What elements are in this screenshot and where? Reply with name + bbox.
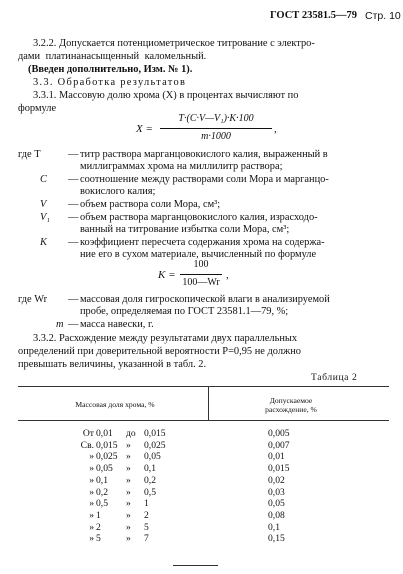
paragraph-332-line1: 3.3.2. Расхождение между результатами двух параллельных: [33, 333, 298, 344]
formula-x-lhs: X =: [136, 123, 153, 135]
definition-k-line1: коэффициент пересчета содержания хрома на содержа-: [80, 237, 325, 248]
definition-wr-line1: массовая доля гигроскопической влаги в анализируемой: [80, 294, 330, 305]
formula-x-fraction-bar: [160, 128, 272, 129]
definition-k-symbol: K: [40, 237, 47, 248]
definition-v1-line2: ванный на титрование избытка соли Мора, см³;: [80, 224, 290, 235]
definition-t-line2: миллиграммах хрома на миллилитр раствора;: [80, 161, 283, 172]
definition-t-symbol: где T: [18, 149, 41, 160]
page-header-standard: ГОСТ 23581.5—79: [270, 10, 358, 21]
table-cell-to: »: [126, 498, 131, 510]
table-cell-to: »: [126, 486, 131, 498]
formula-k-denominator: 100—Wr: [182, 277, 220, 288]
definition-m-line1: масса навески, г.: [80, 319, 154, 330]
table-cell-to: до: [126, 428, 136, 439]
table-cell-to: »: [126, 509, 131, 521]
definition-k-dash: —: [68, 237, 79, 248]
table-cell-from: 0,025: [96, 451, 118, 463]
table-header-allowed-deviation: Допускаемое расхождение, %: [265, 396, 317, 414]
table-caption: Таблица 2: [311, 372, 358, 383]
definition-t-dash: —: [68, 149, 79, 160]
table-cell-pre: »: [89, 509, 94, 521]
table-cell-from: 1: [96, 509, 101, 521]
table-cell-pre: »: [89, 463, 94, 475]
table-cell-val: 0,02: [268, 474, 285, 486]
table-cell-from: 0,05: [96, 463, 113, 475]
formula-x-tail: ,: [274, 123, 277, 135]
table-cell-to: »: [126, 463, 131, 475]
paragraph-322-line1: 3.2.2. Допускается потенциометрическое титрование с электро-: [33, 38, 315, 49]
table-cell-from: 0,2: [96, 486, 108, 498]
definition-wr-symbol: где Wr: [18, 294, 48, 305]
table-cell-upper: 7: [144, 533, 149, 545]
table-cell-val: 0,08: [268, 509, 285, 521]
formula-k-lhs: K =: [158, 269, 176, 281]
definition-v-dash: —: [68, 199, 79, 210]
table-cell-upper: 0,05: [144, 451, 161, 463]
amendment-note: (Введен дополнительно, Изм. № 1).: [28, 64, 193, 75]
paragraph-331-line1: 3.3.1. Массовую долю хрома (X) в процентах вычисляют по: [33, 90, 299, 101]
table-cell-upper: 5: [144, 521, 149, 533]
table-cell-from: 2: [96, 521, 101, 533]
table-top-rule: [18, 386, 389, 387]
definition-v1-line1: объем раствора марганцовокислого калия, израсходо-: [80, 212, 318, 223]
paragraph-332-line2: определений при доверительной вероятности P=0,95 не должно: [18, 346, 301, 357]
table-cell-val: 0,05: [268, 498, 285, 510]
table-column-divider: [208, 386, 209, 420]
definition-m-dash: —: [68, 319, 79, 330]
table-cell-pre: Св.: [80, 439, 94, 451]
paragraph-332-line3: превышать величины, указанной в табл. 2.: [18, 359, 207, 370]
table-cell-pre: »: [89, 486, 94, 498]
formula-k-fraction-bar: [180, 274, 222, 275]
table-cell-pre: »: [89, 533, 94, 545]
formula-k-numerator: 100: [193, 259, 209, 270]
table-header-rule: [18, 420, 389, 421]
table-cell-upper: 2: [144, 509, 149, 521]
table-cell-upper: 0,1: [144, 463, 156, 475]
table-cell-pre: »: [89, 474, 94, 486]
table-cell-val: 0,015: [268, 463, 290, 475]
table-cell-pre: От: [82, 428, 94, 439]
table-cell-from: 5: [96, 533, 101, 545]
table-cell-from: 0,5: [96, 498, 108, 510]
definition-wr-dash: —: [68, 294, 79, 305]
definition-c-dash: —: [68, 174, 79, 185]
table-cell-pre: »: [89, 521, 94, 533]
table-header-mass-fraction: Массовая доля хрома, %: [75, 400, 155, 409]
formula-x-numerator: T·(C·V—V₁)·K·100: [178, 113, 254, 124]
definition-c-symbol: C: [40, 174, 47, 185]
table-cell-upper: 0,025: [144, 439, 166, 451]
definition-m-symbol: m: [56, 319, 64, 330]
table-cell-val: 0,01: [268, 451, 285, 463]
definition-k-line2: ние его в сухом материале, вычисленный по формуле: [80, 249, 317, 260]
table-cell-pre: »: [89, 451, 94, 463]
page-footer-rule: [173, 565, 218, 566]
table-cell-from: 0,1: [96, 474, 108, 486]
definition-c-line1: соотношение между растворами соли Мора и марганцо-: [80, 174, 329, 185]
paragraph-322-line2: дами платинанасыщенный каломельный.: [18, 51, 207, 62]
definition-t-line1: титр раствора марганцовокислого калия, выраженный в: [80, 149, 328, 160]
table-cell-to: »: [126, 451, 131, 463]
definition-c-line2: вокислого калия;: [80, 186, 156, 197]
table-cell-val: 0,005: [268, 428, 290, 439]
table-cell-val: 0,15: [268, 533, 285, 545]
definition-wr-line2: пробе, определяемая по ГОСТ 23581.1—79, %;: [80, 306, 289, 317]
formula-k-tail: ,: [226, 269, 229, 281]
table-cell-upper: 1: [144, 498, 149, 510]
definition-v-line1: объем раствора соли Мора, см³;: [80, 199, 221, 210]
table-cell-to: »: [126, 533, 131, 545]
formula-x-denominator: m·1000: [201, 131, 231, 142]
paragraph-331-line2: формуле: [18, 103, 57, 114]
table-cell-upper: 0,015: [144, 428, 166, 439]
table-cell-val: 0,03: [268, 486, 285, 498]
table-cell-val: 0,007: [268, 439, 290, 451]
table-cell-upper: 0,2: [144, 474, 156, 486]
section-33-title: 3.3. Обработка результатов: [33, 77, 187, 88]
definition-v1-dash: —: [68, 212, 79, 223]
table-cell-upper: 0,5: [144, 486, 156, 498]
table-cell-pre: »: [89, 498, 94, 510]
table-cell-from: 0,01: [96, 428, 113, 439]
table-cell-val: 0,1: [268, 521, 280, 533]
table-cell-from: 0,015: [96, 439, 118, 451]
table-cell-to: »: [126, 474, 131, 486]
definition-v1-symbol: V₁: [40, 212, 50, 223]
definition-v-symbol: V: [40, 199, 47, 210]
page-header-number: Стр. 10: [365, 10, 401, 22]
table-cell-to: »: [126, 521, 131, 533]
table-cell-to: »: [126, 439, 131, 451]
